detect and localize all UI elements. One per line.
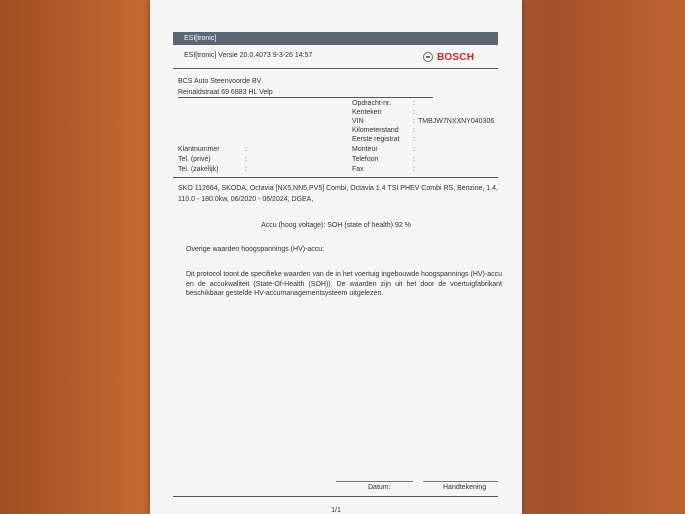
company-block [178,76,273,98]
field-colon: : [413,156,415,163]
field-colon: : [245,156,247,163]
field-klantnummer [178,146,247,153]
vin-value: TMBJW7NXXNY040306 [418,118,495,125]
soh-result: Accu (hoog voltage): SOH (state of health) 92 % [261,222,411,229]
field-colon: : [413,100,415,107]
field-label: Kilometerstand [352,127,399,134]
document-page [150,0,522,514]
field-colon: : [413,127,415,134]
field-label: Monteur [352,146,378,153]
bosch-logo [423,49,474,65]
protocol-description: Dit protocol toont de specifieke waarden van de in het voertuig ingebouwde hoogspannings (HV)-accu en de accukwaliteit (State-Of-Health (SOH)). De waarden zijn uit het door de voertuigfabrikant beschikbaar gestelde HV-accumanagementsysteem uitgelezen. [186,271,502,297]
other-values-heading: Overige waarden hoogspannings (HV)-accu: [186,246,325,253]
field-fax [352,166,415,173]
field-tel-prive [178,156,247,163]
date-line [336,481,413,482]
app-title-bar: ESI[tronic] [173,32,498,45]
field-kilometerstand [352,127,415,134]
field-label: Eerste registrat [352,136,400,143]
field-label: Klantnummer [178,146,220,153]
header-divider [173,68,498,69]
company-address: Reinaldstraat 69 6883 HL Velp [178,89,273,96]
page-number: 1/1 [331,507,341,514]
signature-line [423,481,498,482]
field-colon: : [413,118,415,125]
field-telefoon [352,156,415,163]
date-label: Datum: [368,484,391,491]
company-name: BCS Auto Steenvoorde BV [178,78,262,85]
field-colon: : [413,136,415,143]
field-tel-zakelijk [178,166,247,173]
field-label: Tel. (privé) [178,156,211,163]
field-label: VIN [352,118,364,125]
field-monteur [352,146,415,153]
field-colon: : [413,166,415,173]
brand-name: BOSCH [437,51,475,63]
field-colon: : [245,166,247,173]
bosch-armature-icon [423,52,433,62]
section-divider [173,177,498,178]
footer-divider [173,496,498,497]
field-colon: : [245,146,247,153]
version-line: ESI[tronic] Versie 20.0.4073 9-3-26 14:57 [184,52,313,59]
signature-label: Handtekening [443,484,487,491]
field-label: Tel. (zakelijk) [178,166,219,173]
field-opdracht-nr [352,100,415,107]
address-divider [178,97,433,98]
field-label: Opdracht-nr. [352,100,391,107]
field-colon: : [413,109,415,116]
field-label: Kenteken [352,109,382,116]
field-vin [352,118,495,125]
vehicle-description: SKO 112664, SKODA, Octavia [NX5,NN5,PV5] Combi, Octavia 1.4 TSI PHEV Combi RS, Benzine, 1.4, 110.0 - 180.0kw, 06/2020 - 06/2024, DGEA, [178,185,498,203]
field-colon: : [413,146,415,153]
field-kenteken [352,109,415,116]
field-eerste-registratie [352,136,415,143]
field-label: Telefoon [352,156,379,163]
field-label: Fax [352,166,364,173]
